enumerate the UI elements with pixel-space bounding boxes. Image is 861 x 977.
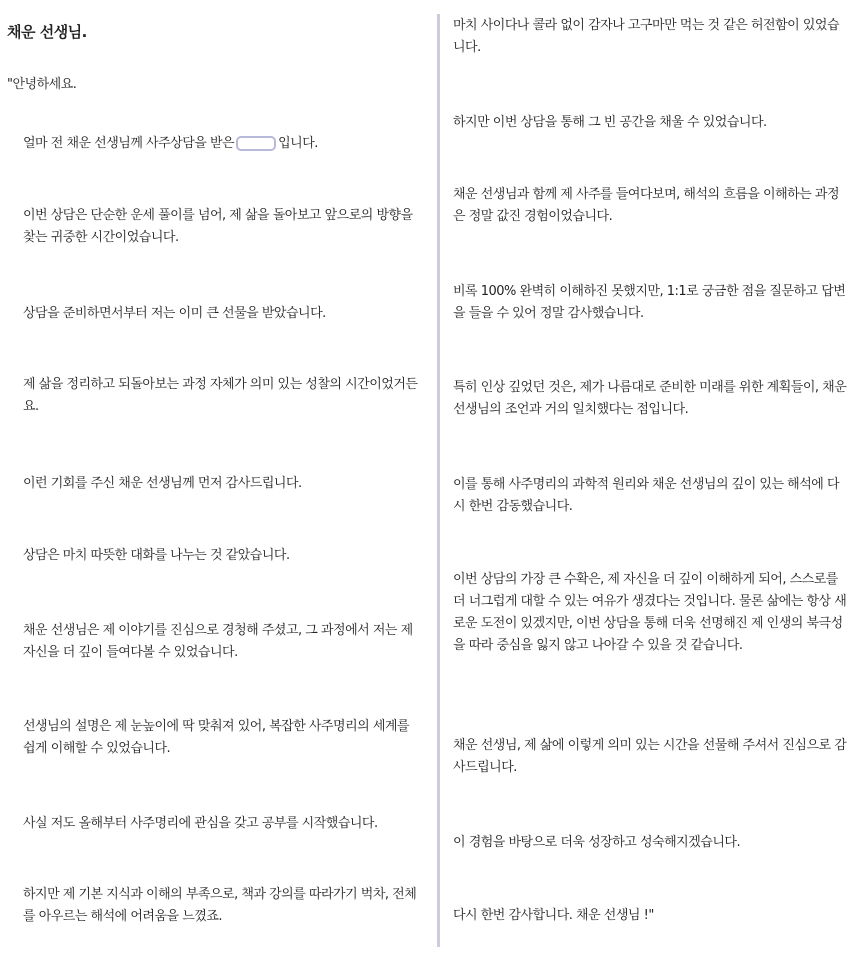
paragraph: 특히 인상 깊었던 것은, 제가 나름대로 준비한 미래를 위한 계획들이, 채운 선생님의 조언과 거의 일치했다는 점입니다.	[453, 380, 847, 417]
intro-text-before: 얼마 전 채운 선생님께 사주상담을 받은	[23, 136, 235, 151]
letter-greeting: "안녕하세요.	[7, 77, 77, 92]
paragraph: 이 경험을 바탕으로 더욱 성장하고 성숙해지겠습니다.	[453, 835, 741, 850]
intro-text-after: 입니다.	[278, 136, 318, 151]
paragraph: 비록 100% 완벽히 이해하진 못했지만, 1:1로 궁금한 점을 질문하고 답변을 들을 수 있어 정말 감사했습니다.	[453, 284, 846, 321]
intro-paragraph	[23, 133, 418, 155]
paragraph: 이런 기회를 주신 채운 선생님께 먼저 감사드립니다.	[23, 476, 302, 491]
paragraph: 마치 사이다나 콜라 없이 감자나 고구마만 먹는 것 같은 허전함이 있었습니다.	[453, 18, 840, 55]
paragraph: 선생님의 설명은 제 눈높이에 딱 맞춰져 있어, 복잡한 사주명리의 세계를 쉽게 이해할 수 있었습니다.	[23, 719, 410, 756]
paragraph: 제 삶을 정리하고 되돌아보는 과정 자체가 의미 있는 성찰의 시간이었거든요.	[23, 377, 418, 414]
paragraph: 하지만 이번 상담을 통해 그 빈 공간을 채울 수 있었습니다.	[453, 115, 767, 130]
paragraph: 채운 선생님, 제 삶에 이렇게 의미 있는 시간을 선물해 주셔서 진심으로 감사드립니다.	[453, 738, 847, 775]
letter-salutation: 채운 선생님.	[7, 23, 87, 41]
redacted-name-box	[236, 136, 276, 151]
paragraph: 이를 통해 사주명리의 과학적 원리와 채운 선생님의 깊이 있는 해석에 다시 한번 감동했습니다.	[453, 477, 840, 514]
paragraph: 하지만 제 기본 지식과 이해의 부족으로, 책과 강의를 따라가기 벅차, 전체를 아우르는 해석에 어려움을 느꼈죠.	[23, 887, 417, 924]
paragraph: 채운 선생님은 제 이야기를 진심으로 경청해 주셨고, 그 과정에서 저는 제 자신을 더 깊이 들여다볼 수 있었습니다.	[23, 623, 413, 660]
paragraph: 이번 상담은 단순한 운세 풀이를 넘어, 제 삶을 돌아보고 앞으로의 방향을 찾는 귀중한 시간이었습니다.	[23, 208, 413, 245]
paragraph: 사실 저도 올해부터 사주명리에 관심을 갖고 공부를 시작했습니다.	[23, 816, 378, 831]
column-divider	[437, 14, 440, 947]
paragraph: 상담은 마치 따뜻한 대화를 나누는 것 같았습니다.	[23, 548, 290, 563]
paragraph: 상담을 준비하면서부터 저는 이미 큰 선물을 받았습니다.	[23, 306, 326, 321]
paragraph: 이번 상담의 가장 큰 수확은, 제 자신을 더 깊이 이해하게 되어, 스스로를 더 너그럽게 대할 수 있는 여유가 생겼다는 것입니다. 물론 삶에는 항상 새로운 도전이 있겠지만, 이번 상담을 통해 더욱 선명해진 제 인생의 북극성을 따라 중심을 잃지 않고 나아갈 수 있을 것 같습니다.	[453, 572, 847, 653]
closing-paragraph: 다시 한번 감사합니다. 채운 선생님 !"	[453, 908, 654, 923]
paragraph: 채운 선생님과 함께 제 사주를 들여다보며, 해석의 흐름을 이해하는 과정은 정말 값진 경험이었습니다.	[453, 187, 840, 224]
